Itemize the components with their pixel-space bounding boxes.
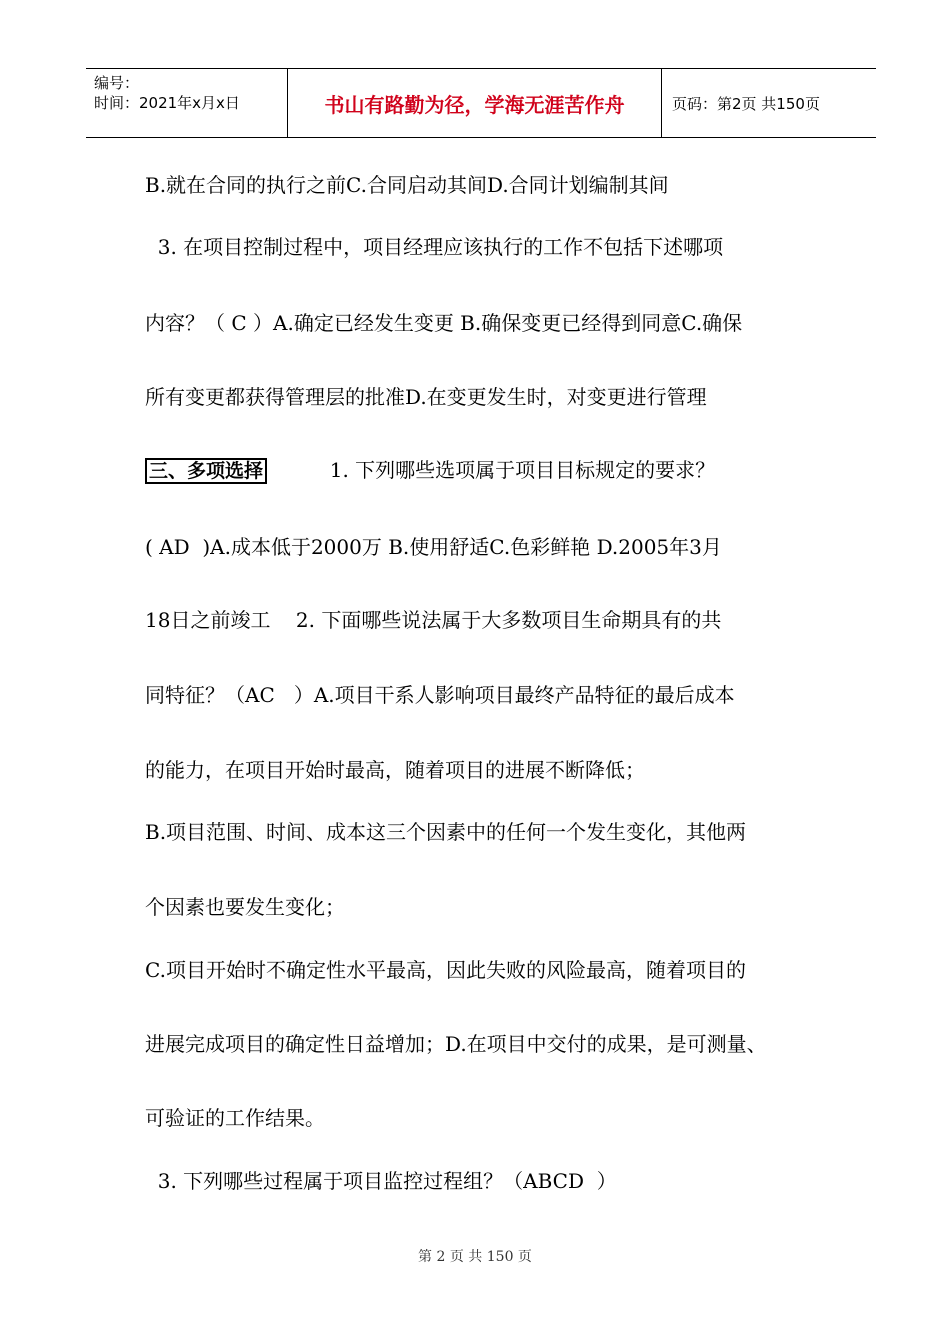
text-line-5: ( AD )A.成本低于2000万 B.使用舒适C.色彩鲜艳 D.2005年3月 [145,535,722,559]
text-line-14: 3. 下列哪些过程属于项目监控过程组？（ABCD ） [145,1169,617,1193]
text-line-3: 内容？（ C ）A.确定已经发生变更 B.确保变更已经得到同意C.确保 [145,311,743,335]
header-page-info: 页码：第2页 共150页 [672,94,820,113]
text-line-10: 个因素也要发生变化； [145,895,345,919]
section-question: 1. 下列哪些选项属于项目目标规定的要求？ [329,458,716,482]
text-line-8: 的能力，在项目开始时最高，随着项目的进展不断降低； [145,758,645,782]
page-header [86,68,876,138]
code-label: 编号： [94,74,140,92]
header-meta [86,69,288,137]
text-line-9: B.项目范围、时间、成本这三个因素中的任何一个发生变化，其他两 [145,820,747,844]
page-footer: 第 2 页 共 150 页 [418,1249,532,1265]
section-title: 三、多项选择 [145,458,267,484]
text-line-4: 所有变更都获得管理层的批准D.在变更发生时，对变更进行管理 [145,385,707,409]
text-line-11: C.项目开始时不确定性水平最高，因此失败的风险最高，随着项目的 [145,958,746,982]
section-line [145,458,715,483]
time-label: 时间：2021年x月x日 [94,94,240,112]
text-line-13: 可验证的工作结果。 [145,1106,325,1130]
text-line-7: 同特征？（AC ）A.项目干系人影响项目最终产品特征的最后成本 [145,683,735,707]
text-line-1: B.就在合同的执行之前C.合同启动其间D.合同计划编制其间 [145,173,669,197]
text-line-2: 3. 在项目控制过程中，项目经理应该执行的工作不包括下述哪项 [145,235,724,259]
text-line-12: 进展完成项目的确定性日益增加；D.在项目中交付的成果，是可测量、 [145,1032,767,1056]
header-motto: 书山有路勤为径，学海无涯苦作舟 [288,69,662,137]
text-line-6: 18日之前竣工 2. 下面哪些说法属于大多数项目生命期具有的共 [145,608,722,632]
